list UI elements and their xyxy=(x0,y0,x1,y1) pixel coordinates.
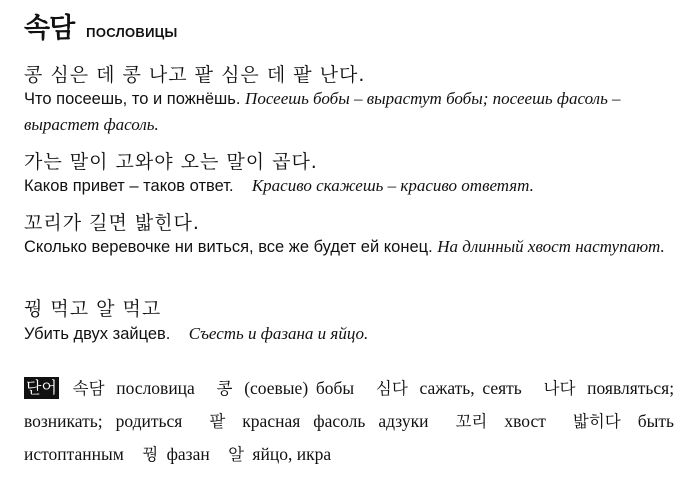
section-title: 속담 xyxy=(24,13,75,44)
proverb-translation-block xyxy=(24,321,674,347)
proverb-literal: Красиво скажешь – красиво ответят. xyxy=(251,176,534,195)
vocab-gloss: хвост xyxy=(504,411,546,431)
proverb-korean: 가는 말이 고와야 오는 말이 곱다. xyxy=(24,151,318,173)
proverb-korean: 꿩 먹고 알 먹고 xyxy=(24,298,162,320)
vocabulary-badge: 단어 xyxy=(26,378,57,397)
vocab-word: 알 xyxy=(228,445,245,464)
vocab-gloss: красная фасоль адзуки xyxy=(242,411,429,431)
vocab-word: 콩 xyxy=(216,379,233,398)
proverb-translation: Убить двух зайцев. xyxy=(24,325,171,343)
proverb-translation: Сколько веревочке ни виться, все же будет ей конец. xyxy=(24,238,433,256)
proverb-literal: На длинный хвост наступают. xyxy=(437,237,665,256)
proverb-translation: Каков привет – таков ответ. xyxy=(24,177,234,195)
vocab-word: 나다 xyxy=(543,379,576,398)
vocab-gloss: (соевые) бобы xyxy=(244,378,355,398)
section-subtitle: ПОСЛОВИЦЫ xyxy=(86,25,178,40)
vocab-word: 속담 xyxy=(72,379,105,398)
proverb-literal: Съесть и фазана и яйцо. xyxy=(188,324,369,343)
vocab-word: 밟히다 xyxy=(572,412,621,431)
vocab-word: 꼬리 xyxy=(455,412,488,431)
vocab-gloss: сажать, сеять xyxy=(419,378,522,398)
vocab-gloss: быть истоптанным xyxy=(24,411,675,464)
proverb-literal: Посеешь бобы – вырастут бобы; посеешь фасоль – вырастет фасоль. xyxy=(24,89,621,134)
vocab-gloss: яйцо, икра xyxy=(252,444,332,464)
proverb-korean: 꼬리가 길면 밟힌다. xyxy=(24,212,200,234)
section-header xyxy=(24,6,178,45)
proverb-translation-block xyxy=(24,173,674,199)
vocabulary-block xyxy=(24,372,674,471)
proverb-korean: 콩 심은 데 콩 나고 팥 심은 데 팥 난다. xyxy=(24,64,366,86)
proverb-translation-block xyxy=(24,86,674,138)
vocab-gloss: появляться; возникать; родиться xyxy=(24,378,675,431)
proverb-translation-block xyxy=(24,234,674,260)
proverb-translation: Что посеешь, то и пожнёшь. xyxy=(24,90,241,108)
vocab-word: 팥 xyxy=(209,412,226,431)
vocab-gloss: пословица xyxy=(116,378,195,398)
vocab-word: 꿩 xyxy=(142,445,159,464)
vocab-word: 심다 xyxy=(375,379,408,398)
vocab-gloss: фазан xyxy=(166,444,210,464)
